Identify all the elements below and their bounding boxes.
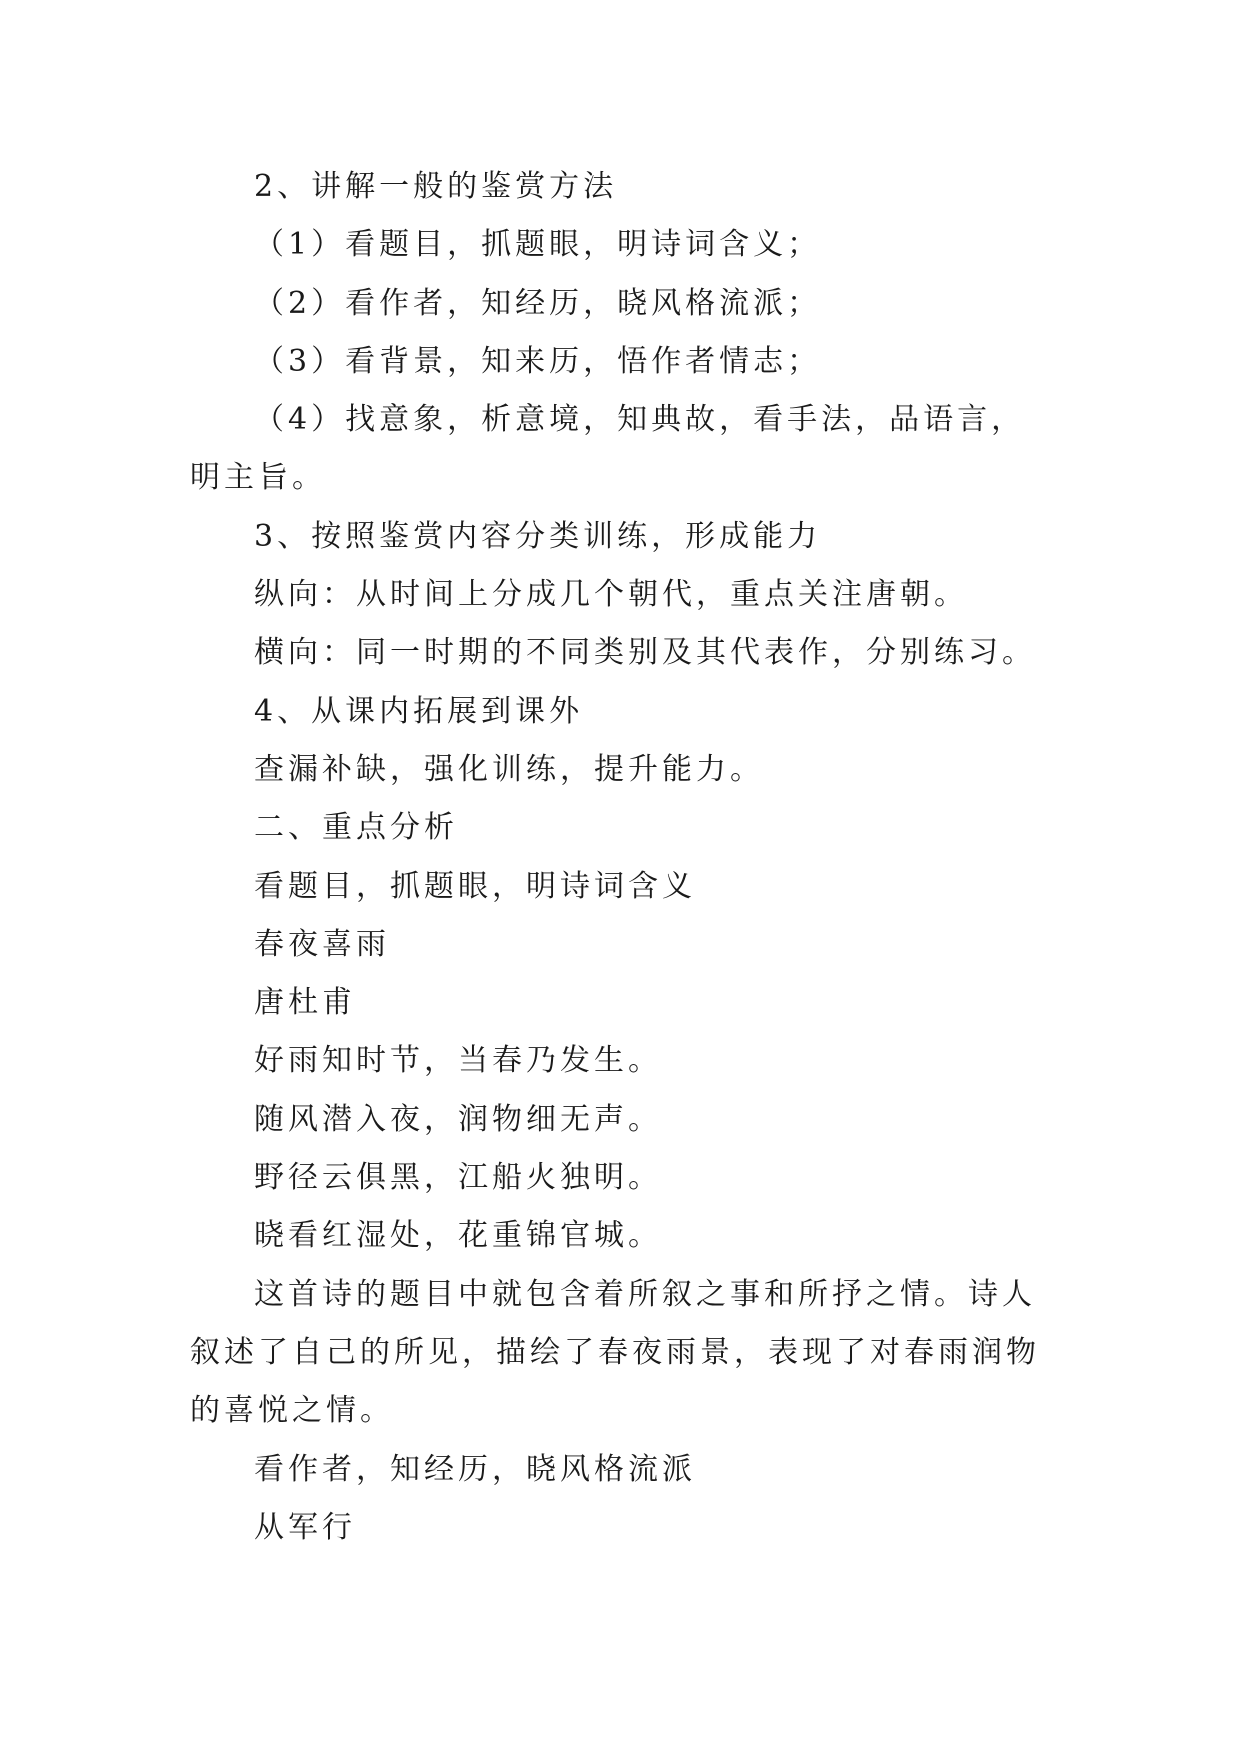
poem-line: 晓看红湿处，花重锦官城。 bbox=[254, 1218, 662, 1254]
document-body bbox=[190, 158, 1052, 1557]
body-paragraph: 查漏补缺，强化训练，提升能力。 bbox=[254, 751, 764, 787]
section-heading: 4、从课内拓展到课外 bbox=[254, 693, 584, 729]
section-heading: 3、按照鉴赏内容分类训练，形成能力 bbox=[254, 518, 822, 554]
poem-line: 野径云俱黑，江船火独明。 bbox=[254, 1160, 662, 1196]
method-item: （4）找意象，析意境，知典故，看手法，品语言，明主旨。 bbox=[190, 402, 1026, 496]
body-paragraph: 这首诗的题目中就包含着所叙之事和所抒之情。诗人叙述了自己的所见，描绘了春夜雨景，表现了对春雨润物的喜悦之情。 bbox=[190, 1276, 1040, 1429]
poem-title: 从军行 bbox=[254, 1509, 356, 1545]
method-item: （3）看背景，知来历，悟作者情志； bbox=[254, 343, 822, 379]
subsection-heading: 看作者，知经历，晓风格流派 bbox=[254, 1451, 696, 1487]
poem-title: 春夜喜雨 bbox=[254, 926, 390, 962]
section-heading: 二、重点分析 bbox=[254, 810, 458, 846]
body-paragraph: 纵向：从时间上分成几个朝代，重点关注唐朝。 bbox=[254, 577, 968, 613]
method-item: （2）看作者，知经历，晓风格流派； bbox=[254, 285, 822, 321]
body-paragraph: 横向：同一时期的不同类别及其代表作，分别练习。 bbox=[254, 635, 1036, 671]
method-item: （1）看题目，抓题眼，明诗词含义； bbox=[254, 227, 822, 263]
poem-author: 唐杜甫 bbox=[254, 985, 356, 1021]
poem-line: 好雨知时节，当春乃发生。 bbox=[254, 1043, 662, 1079]
subsection-heading: 看题目，抓题眼，明诗词含义 bbox=[254, 868, 696, 904]
poem-line: 随风潜入夜，润物细无声。 bbox=[254, 1101, 662, 1137]
section-heading: 2、讲解一般的鉴赏方法 bbox=[254, 169, 618, 204]
